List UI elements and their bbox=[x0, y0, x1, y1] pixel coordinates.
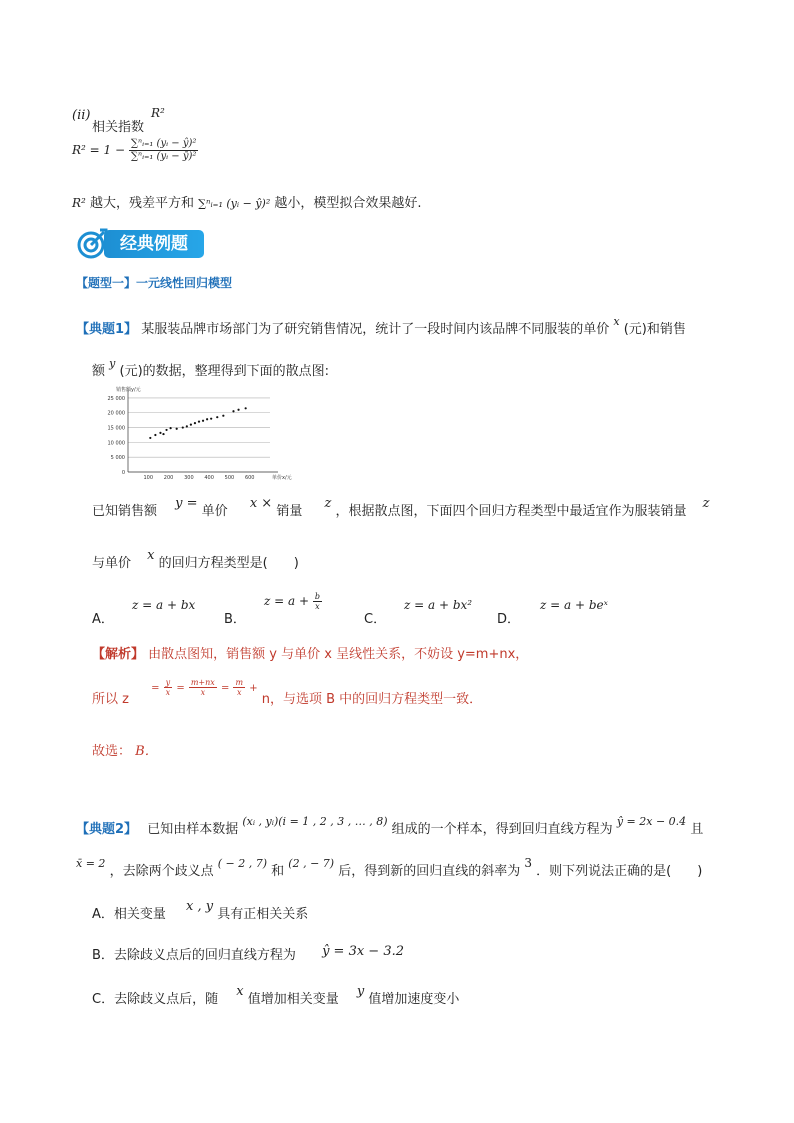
r2-fraction bbox=[129, 138, 199, 163]
scatter-point bbox=[186, 425, 188, 427]
example2-slope: 3 bbox=[524, 856, 533, 870]
y-tick-label: 25 000 bbox=[107, 395, 125, 402]
x-tick-label: 600 bbox=[244, 475, 255, 481]
x-tick-label: 500 bbox=[224, 475, 235, 481]
example1-text-2b: (元)的数据，整理得到下面的散点图: bbox=[119, 364, 330, 379]
scatter-point bbox=[216, 416, 218, 418]
solution-eq-2: = bbox=[176, 683, 185, 694]
scatter-point bbox=[154, 434, 156, 436]
scatter-point bbox=[190, 423, 192, 425]
option-b-num: b bbox=[314, 592, 320, 601]
scatter-point bbox=[198, 421, 200, 423]
scatter-point bbox=[245, 407, 247, 409]
example1-text-2a: 额 bbox=[92, 364, 106, 379]
q-z: z bbox=[324, 496, 332, 511]
example2-option-b-label: B．去除歧义点后的回归直线方程为 bbox=[92, 948, 296, 963]
example2-xbar: x̄ = 2 bbox=[76, 857, 106, 870]
x-tick-label: 300 bbox=[184, 475, 194, 481]
example2-text-2a: ，去除两个歧义点 bbox=[109, 864, 214, 879]
x-tick-label: 200 bbox=[163, 475, 174, 481]
y-tick-label: 10 000 bbox=[107, 440, 125, 447]
option-b-den: x bbox=[315, 602, 320, 611]
scatter-chart bbox=[92, 384, 292, 484]
r2-conclusion bbox=[72, 192, 422, 211]
example2-option-a bbox=[92, 899, 309, 922]
y-tick-label: 20 000 bbox=[107, 410, 125, 417]
scatter-point bbox=[222, 415, 224, 417]
example1-x-symbol: x bbox=[613, 315, 620, 328]
example1-text-1b: (元)和销售 bbox=[623, 322, 686, 337]
answer-choice: B． bbox=[135, 744, 158, 759]
item-ii-text: 相关指数 bbox=[92, 120, 145, 135]
example2-option-c-x: x bbox=[236, 984, 244, 999]
example2-line2 bbox=[76, 856, 703, 879]
conclusion-sum: ∑ⁿᵢ₌₁ (yᵢ − ŷ)² bbox=[198, 197, 271, 210]
example2-line1 bbox=[76, 815, 704, 837]
r2-symbol: R² bbox=[151, 106, 165, 120]
scatter-point bbox=[194, 422, 196, 424]
scatter-point bbox=[237, 409, 239, 411]
scatter-point bbox=[149, 437, 151, 439]
conclusion-text-b: 越小，模型拟合效果越好. bbox=[274, 196, 422, 211]
scatter-point bbox=[170, 427, 172, 429]
x-tick-label: 100 bbox=[143, 475, 154, 481]
example2-option-a-text: 具有正相关关系 bbox=[217, 907, 309, 922]
q-text-f: 的回归方程类型是( ) bbox=[158, 556, 299, 571]
solution-frac-2-den: x bbox=[200, 688, 206, 697]
conclusion-r2: R² bbox=[72, 196, 86, 210]
solution-eq-3: = bbox=[220, 683, 230, 694]
example2-option-a-label: A．相关变量 bbox=[92, 907, 166, 922]
option-c-label: C． bbox=[364, 612, 387, 627]
scatter-point bbox=[162, 433, 164, 435]
option-a-formula: z = a + bx bbox=[132, 598, 196, 612]
solution-frac-1-den: x bbox=[165, 688, 171, 697]
option-b-formula bbox=[264, 592, 322, 611]
example1-line2 bbox=[92, 357, 330, 379]
example2-text-2b: 和 bbox=[271, 864, 285, 879]
q-x-times: x × bbox=[249, 496, 273, 511]
solution-line2 bbox=[92, 678, 483, 709]
r2-numerator: ∑ⁿᵢ₌₁ (yᵢ − ŷ)² bbox=[130, 138, 197, 149]
example2-option-b bbox=[92, 944, 404, 963]
r2-formula bbox=[72, 138, 198, 163]
q-text-e: 与单价 bbox=[92, 556, 132, 571]
example2-text-1b: 组成的一个样本，得到回归直线方程为 bbox=[391, 822, 613, 837]
solution-tag: 【解析】 bbox=[92, 647, 145, 662]
solution-line1 bbox=[92, 643, 528, 662]
example1-text-1: 某服装品牌市场部门为了研究销售情况，统计了一段时间内该品牌不同服装的单价 bbox=[141, 322, 610, 337]
scatter-point bbox=[210, 418, 212, 420]
y-tick-label: 5 000 bbox=[110, 455, 125, 462]
example2-text-2c: 后，得到新的回归直线的斜率为 bbox=[338, 864, 521, 879]
example2-point2: (2 , − 7) bbox=[288, 857, 335, 870]
example1-tag: 【典题1】 bbox=[76, 322, 138, 337]
conclusion-text-a: 越大，残差平方和 bbox=[90, 196, 195, 211]
scatter-point bbox=[165, 429, 167, 431]
example2-option-c-text-b: 值增加相关变量 bbox=[247, 992, 339, 1007]
answer-text: 故选： bbox=[92, 744, 132, 759]
scatter-point bbox=[182, 426, 184, 428]
example1-question-line2 bbox=[92, 548, 299, 571]
option-b-fraction bbox=[313, 592, 322, 611]
q-text-a: 已知销售额 bbox=[92, 504, 158, 519]
r2-denominator: ∑ⁿᵢ₌₁ (yᵢ − ȳ)² bbox=[130, 151, 197, 162]
r2-formula-left: R² = 1 − bbox=[72, 143, 126, 157]
example2-option-c-y: y bbox=[356, 984, 365, 999]
q-text-b: 单价 bbox=[201, 504, 228, 519]
example2-option-a-xy: x , y bbox=[186, 899, 214, 914]
example2-option-b-eq: ŷ = 3x − 3.2 bbox=[322, 944, 404, 959]
y-tick-label: 15 000 bbox=[107, 425, 125, 432]
solution-frac-2 bbox=[189, 678, 217, 697]
question-type-label: 【题型一】一元线性回归模型 bbox=[76, 276, 233, 290]
solution-frac-3-den: x bbox=[237, 688, 242, 697]
example1-question-line1 bbox=[92, 496, 710, 519]
solution-frac-3 bbox=[233, 678, 245, 697]
solution-frac-1-num: y bbox=[165, 678, 171, 687]
example2-option-c-label: C．去除歧义点后，随 bbox=[92, 992, 219, 1007]
example2-point1: ( − 2 , 7) bbox=[217, 857, 267, 870]
q-text-c: 销量 bbox=[276, 504, 303, 519]
example2-tag: 【典题2】 bbox=[76, 822, 138, 837]
x-tick-label: 400 bbox=[204, 475, 214, 481]
option-d-label: D． bbox=[497, 612, 521, 627]
option-d-formula: z = a + beˣ bbox=[540, 598, 608, 612]
example1-y-symbol: y bbox=[109, 357, 116, 370]
solution-text-2: n，与选项 B 中的回归方程类型一致． bbox=[261, 692, 483, 707]
option-c-formula: z = a + bx² bbox=[404, 598, 473, 612]
x-axis-label: 单价x/元 bbox=[272, 475, 292, 481]
scatter-point bbox=[176, 428, 178, 430]
scatter-point bbox=[232, 410, 234, 412]
y-axis-label: 销售额y/元 bbox=[116, 387, 141, 393]
solution-frac-2-num: m+nx bbox=[190, 678, 215, 687]
q-x2: x bbox=[147, 548, 155, 563]
example2-text-2d: ．则下列说法正确的是( ) bbox=[536, 864, 703, 879]
item-ii-label: (ii) bbox=[72, 108, 91, 123]
solution-plus: + bbox=[249, 683, 258, 694]
example2-regression: ŷ = 2x − 0.4 bbox=[616, 815, 687, 828]
example2-option-c bbox=[92, 984, 460, 1007]
solution-frac-1 bbox=[164, 678, 173, 697]
y-tick-label: 0 bbox=[121, 470, 125, 476]
option-b-text: z = a + bbox=[264, 594, 310, 608]
q-z2: z bbox=[702, 496, 710, 511]
example2-text-1c: 且 bbox=[690, 822, 704, 837]
solution-eq-1: = bbox=[151, 683, 160, 694]
solution-frac-3-num: m bbox=[235, 678, 244, 687]
section-title: 经典例题 bbox=[104, 230, 204, 258]
example2-sample: (xᵢ , yᵢ)(i = 1 , 2 , 3 , … , 8) bbox=[242, 815, 388, 828]
solution-so: 所以 z bbox=[92, 692, 129, 707]
q-y-eq: y = bbox=[175, 496, 198, 511]
option-b-label: B． bbox=[224, 612, 246, 627]
example2-text-1a: 已知由样本数据 bbox=[147, 822, 239, 837]
solution-text-1: 由散点图知，销售额 y 与单价 x 呈线性关系，不妨设 y=m+nx， bbox=[148, 647, 529, 662]
solution-answer bbox=[92, 740, 158, 759]
example1-line1 bbox=[76, 315, 686, 337]
scatter-point bbox=[206, 418, 208, 420]
option-a-label: A． bbox=[92, 612, 114, 627]
scatter-point bbox=[202, 420, 204, 422]
q-text-d: ，根据散点图，下面四个回归方程类型中最适宜作为服装销量 bbox=[335, 504, 687, 519]
example2-option-c-text-c: 值增加速度变小 bbox=[368, 992, 460, 1007]
scatter-point bbox=[159, 432, 161, 434]
